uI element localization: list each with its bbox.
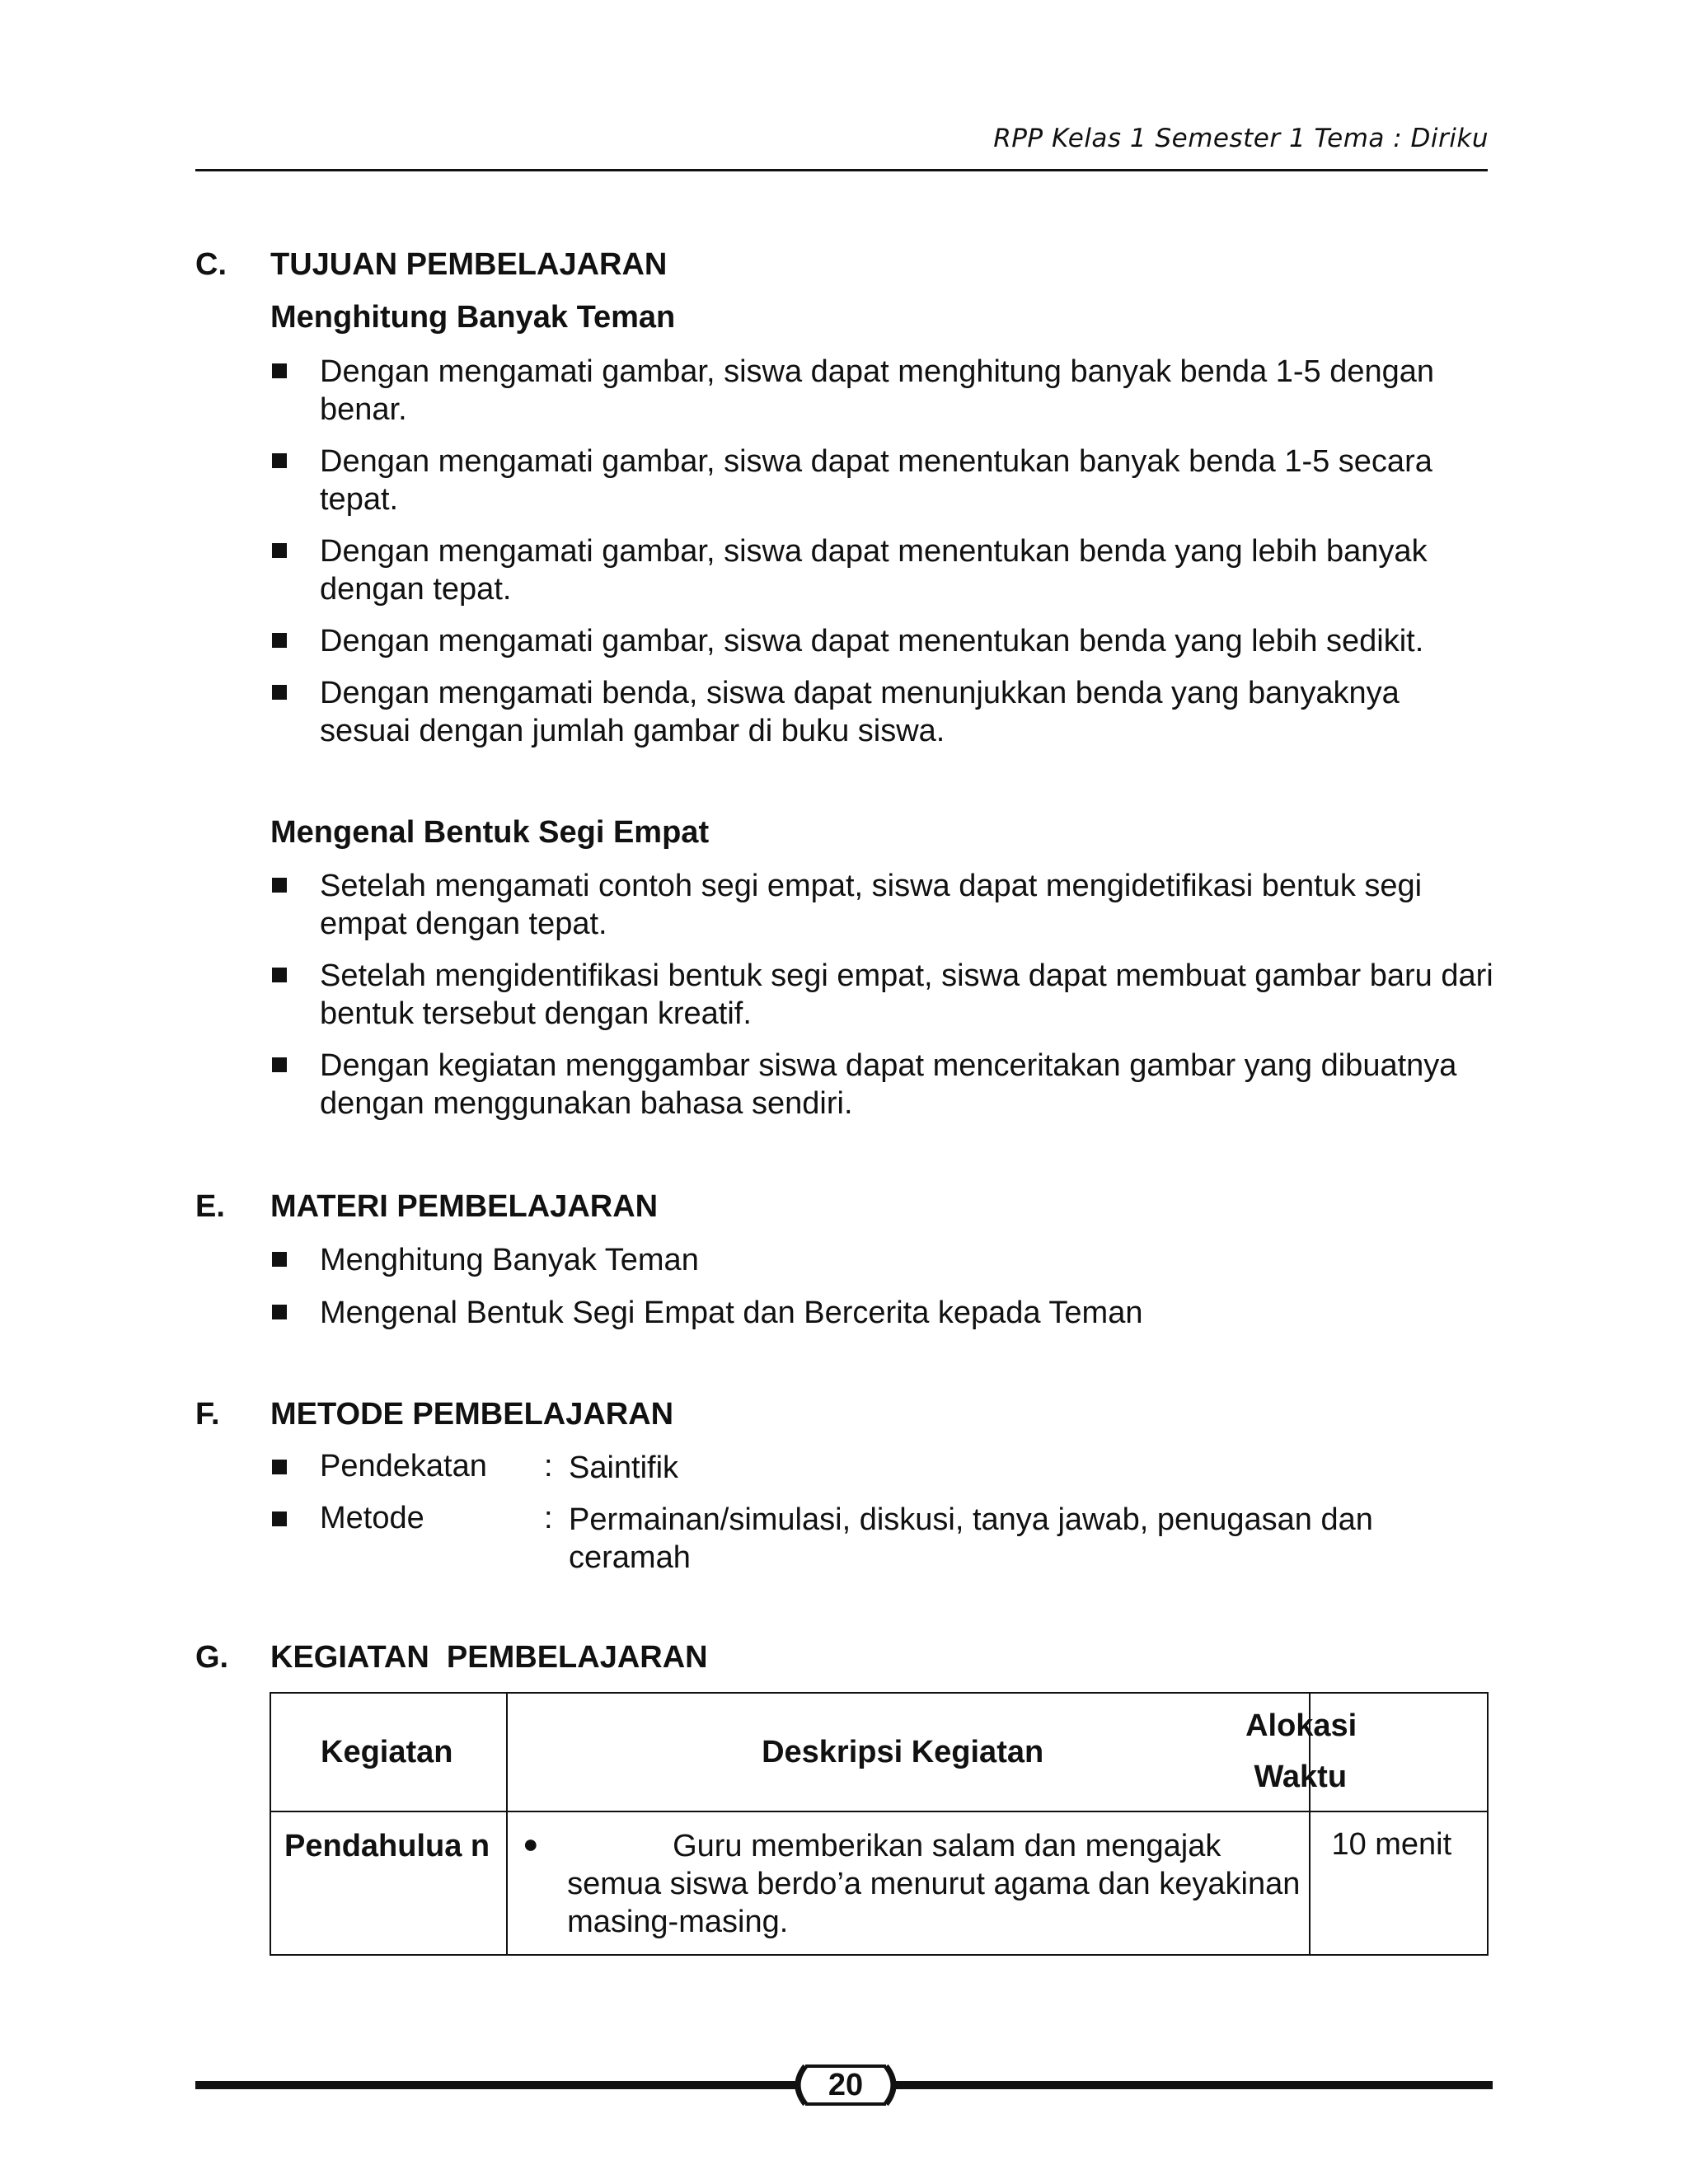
square-bullet-icon: [272, 1460, 287, 1474]
square-bullet-icon: [272, 1057, 287, 1072]
list-item-text: Setelah mengidentifikasi bentuk segi empat, siswa dapat membuat gambar baru dari bentuk tersebut dengan kreatif.: [320, 958, 1493, 1031]
cell-alokasi: [1310, 1811, 1488, 1955]
round-bullet-icon: ●: [523, 1829, 539, 1858]
section-e-letter: E.: [195, 1189, 225, 1224]
header-alokasi-line2: Waktu: [1254, 1760, 1348, 1794]
cell-deskripsi: [507, 1811, 1310, 1955]
square-bullet-icon: [272, 968, 287, 982]
group-2-title: Mengenal Bentuk Segi Empat: [270, 815, 710, 850]
section-g-title: KEGIATAN PEMBELAJARAN: [270, 1640, 708, 1675]
section-f-letter: F.: [195, 1397, 220, 1432]
method-label: Pendekatan: [320, 1449, 487, 1483]
table-header-row: [270, 1693, 1488, 1811]
method-value: Saintifik: [569, 1451, 679, 1485]
square-bullet-icon: [272, 1305, 287, 1319]
table-row: [270, 1811, 1488, 1955]
header-rule: [195, 169, 1488, 171]
list-item-text: Dengan mengamati benda, siswa dapat menunjukkan benda yang banyaknya sesuai dengan jumlah gambar di buku siswa.: [320, 676, 1400, 748]
cell-kegiatan: [270, 1811, 507, 1955]
section-c-letter: C.: [195, 247, 227, 282]
square-bullet-icon: [272, 363, 287, 378]
activity-table: [270, 1692, 1489, 1956]
square-bullet-icon: [272, 633, 287, 648]
footer-rule-left: [195, 2081, 797, 2089]
square-bullet-icon: [272, 1511, 287, 1526]
page-number-badge: [787, 2063, 904, 2107]
header-alokasi-line1: Alokasi: [1245, 1708, 1357, 1743]
running-header: RPP Kelas 1 Semester 1 Tema : Diriku: [993, 124, 1489, 153]
alokasi-text: 10 menit: [1331, 1827, 1452, 1862]
square-bullet-icon: [272, 685, 287, 700]
section-f-title: METODE PEMBELAJARAN: [270, 1397, 674, 1432]
header-cell-deskripsi: [507, 1693, 1357, 1811]
list-item-text: Setelah mengamati contoh segi empat, siswa dapat mengidetifikasi bentuk segi empat dengan tepat.: [320, 869, 1423, 941]
list-item-text: Dengan mengamati gambar, siswa dapat menentukan banyak benda 1-5 secara tepat.: [320, 444, 1432, 517]
list-item-text: Menghitung Banyak Teman: [320, 1243, 699, 1277]
page-number: 20: [828, 2068, 864, 2102]
list-item-text: Dengan mengamati gambar, siswa dapat menentukan benda yang lebih banyak dengan tepat.: [320, 534, 1428, 607]
list-item-text: Dengan mengamati gambar, siswa dapat menghitung banyak benda 1-5 dengan benar.: [320, 354, 1435, 427]
deskripsi-text: Guru memberikan salam dan mengajak semua siswa berdo’a menurut agama dan keyakinan masing-masing.: [567, 1829, 1301, 1939]
header-deskripsi: Deskripsi Kegiatan: [762, 1735, 1044, 1769]
square-bullet-icon: [272, 453, 287, 468]
square-bullet-icon: [272, 543, 287, 558]
section-c-title: TUJUAN PEMBELAJARAN: [270, 247, 668, 282]
group-1-title: Menghitung Banyak Teman: [270, 300, 676, 335]
method-colon: :: [544, 1449, 553, 1483]
square-bullet-icon: [272, 878, 287, 893]
list-item-text: Dengan kegiatan menggambar siswa dapat menceritakan gambar yang dibuatnya dengan menggunakan bahasa sendiri.: [320, 1048, 1457, 1121]
kegiatan-text: Pendahulua n: [284, 1829, 490, 1863]
list-item-text: Mengenal Bentuk Segi Empat dan Bercerita kepada Teman: [320, 1296, 1143, 1330]
square-bullet-icon: [272, 1252, 287, 1267]
section-e-title: MATERI PEMBELAJARAN: [270, 1189, 659, 1224]
section-g-letter: G.: [195, 1640, 229, 1675]
method-value: Permainan/simulasi, diskusi, tanya jawab, penugasan dan ceramah: [569, 1502, 1373, 1575]
header-kegiatan: Kegiatan: [321, 1735, 453, 1769]
method-colon: :: [544, 1501, 553, 1535]
header-cell-kegiatan: [270, 1693, 507, 1811]
list-item-text: Dengan mengamati gambar, siswa dapat menentukan benda yang lebih sedikit.: [320, 624, 1424, 658]
method-label: Metode: [320, 1501, 424, 1535]
footer-rule-right: [896, 2081, 1493, 2089]
